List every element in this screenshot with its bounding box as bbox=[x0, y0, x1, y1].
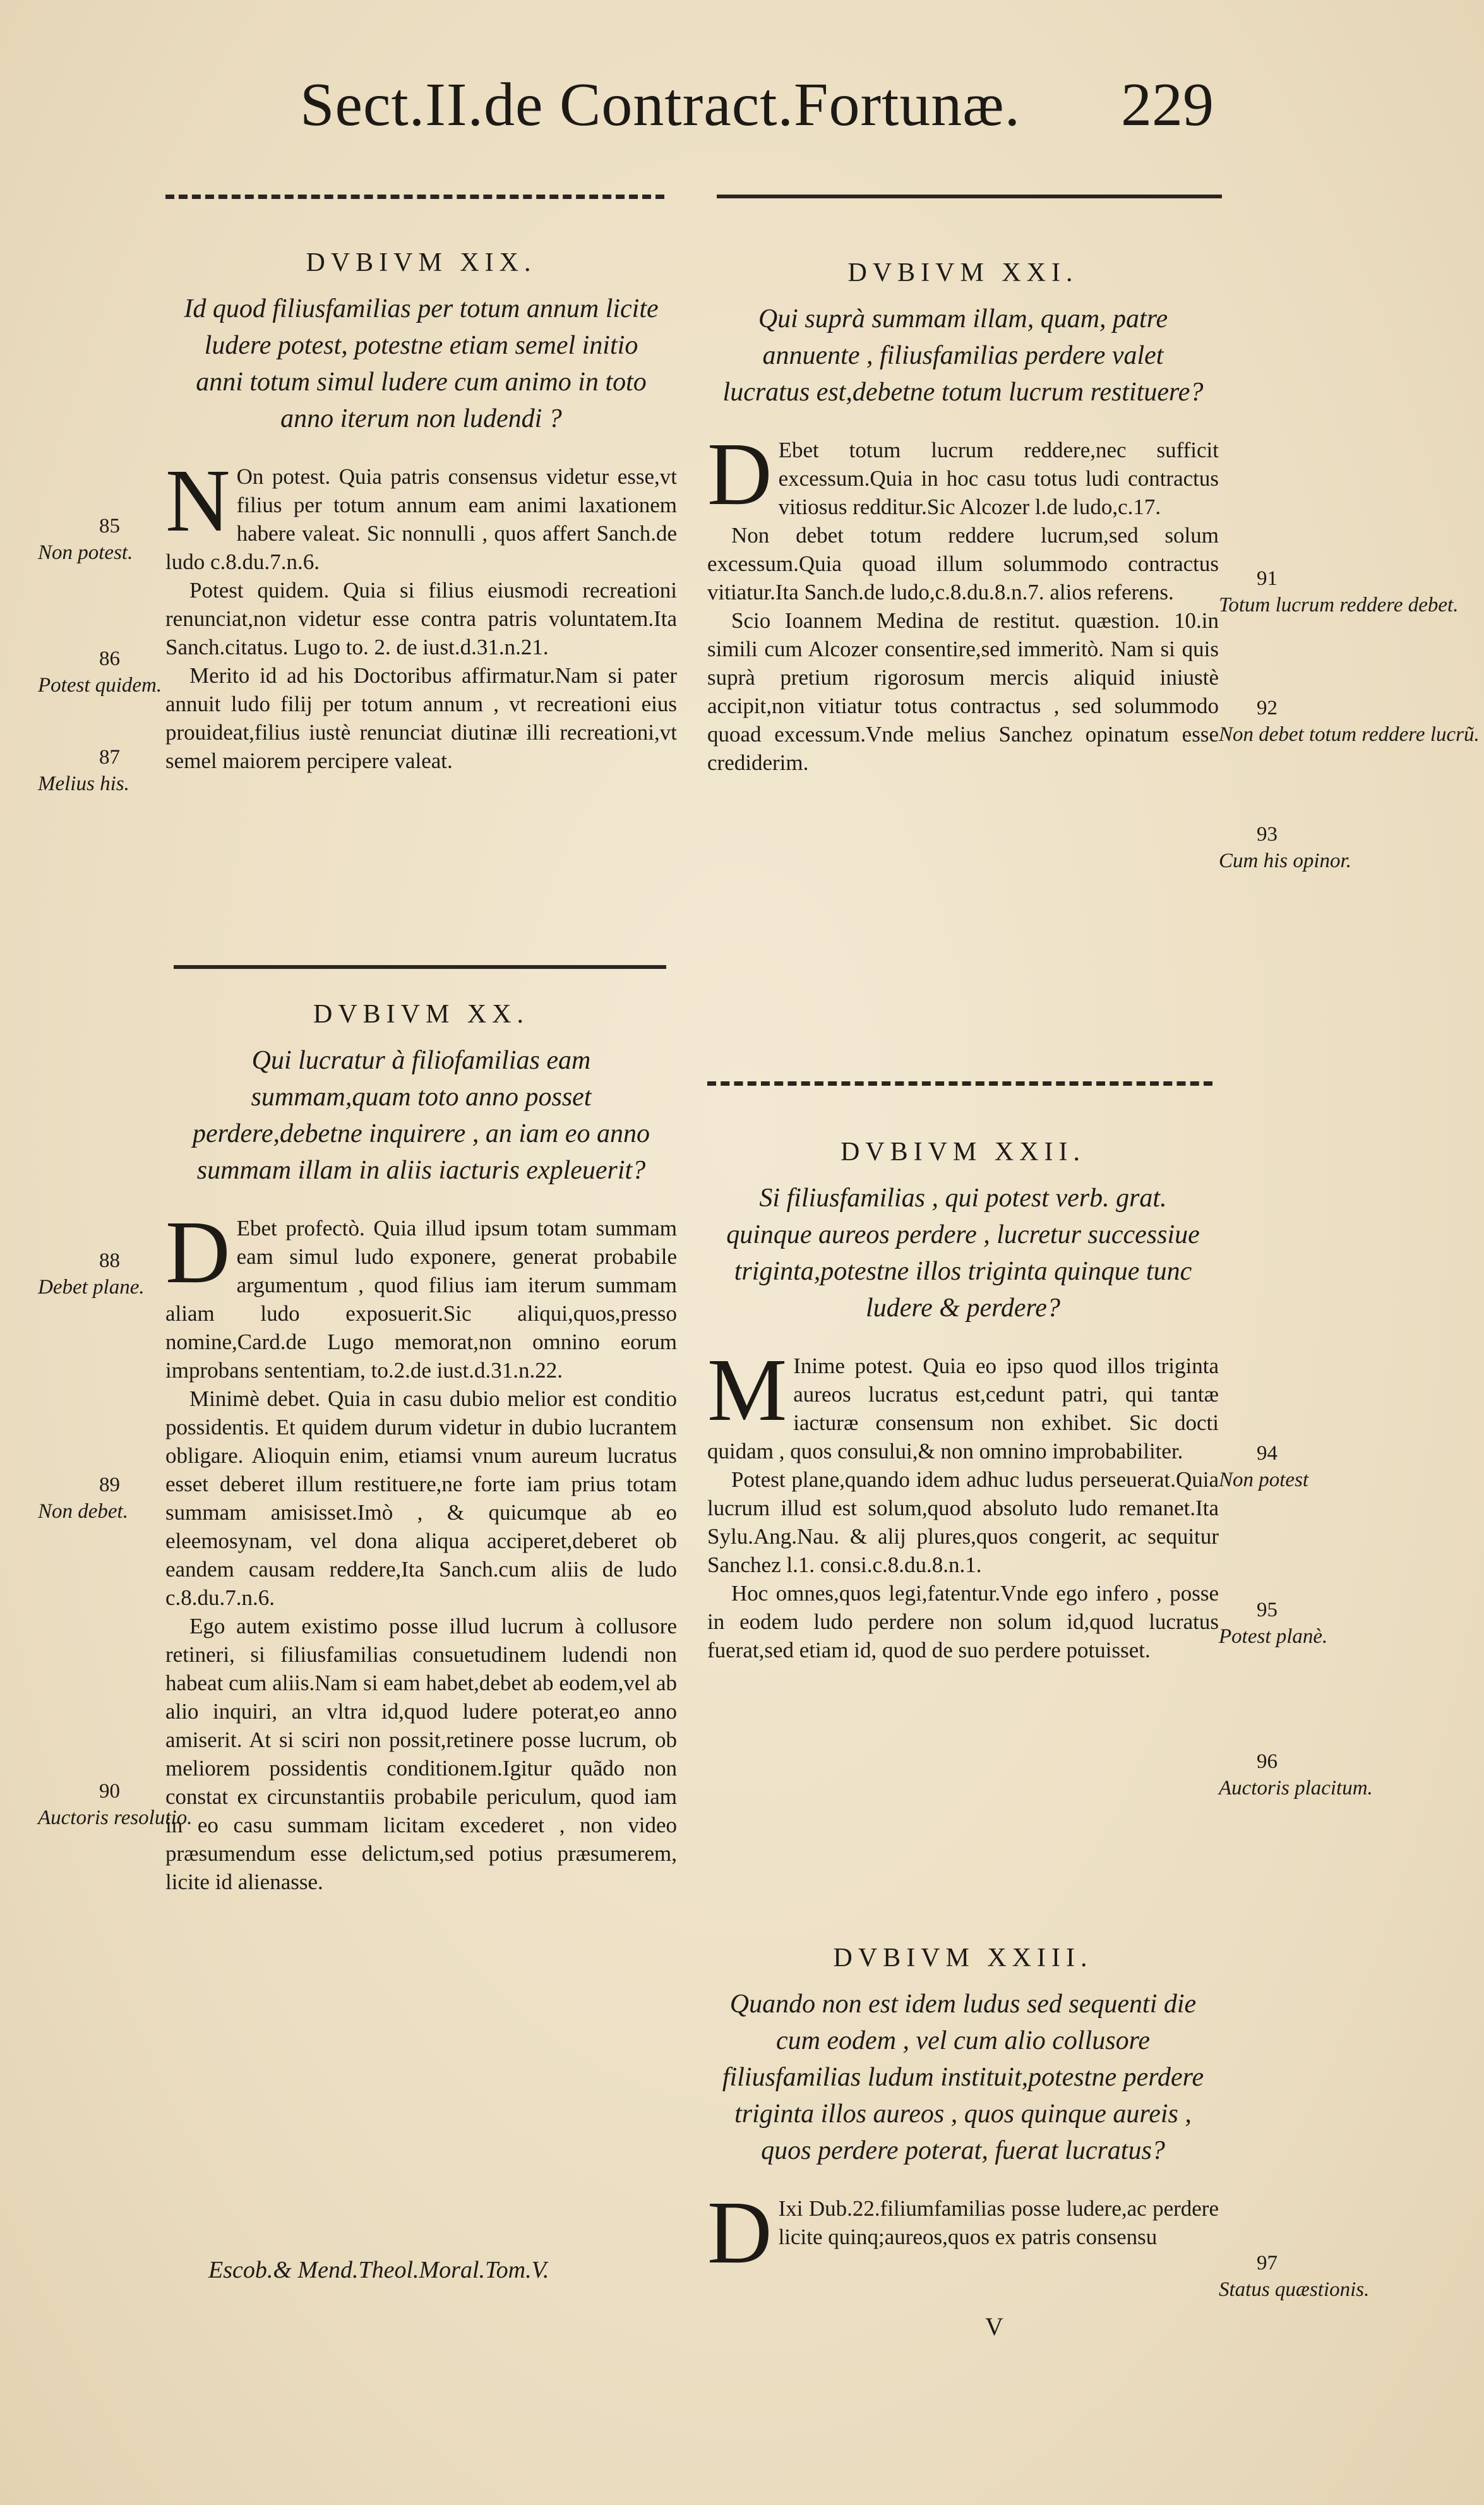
paragraph: Merito id ad his Doctoribus affirmatur.Nam si pater annuit ludo filij per totum annum , vt recreationi eius prouideat,filius iustè renunciat diutinæ illi recreationi,vt semel maiorem percipere valeat. bbox=[165, 663, 677, 773]
marginal-note bbox=[1219, 821, 1351, 874]
note-text: Auctoris placitum. bbox=[1219, 1777, 1373, 1799]
paragraph-text: On potest. Quia patris consensus videtur esse,vt filius per totum annum eam animi laxationem habere valeat. Sic nonnulli , quos affert Sanch.de ludo c.8.du.7.n.6. bbox=[165, 464, 677, 574]
paragraph: Non debet totum reddere lucrum,sed solum excessum.Quia quoad illum solummodo contractus vitiatur.Ita Sanch.de ludo,c.8.du.8.n.7. alios referens. bbox=[707, 523, 1219, 604]
marginal-note bbox=[1219, 695, 1480, 748]
signature-mark: V bbox=[985, 2312, 1003, 2341]
note-number: 86 bbox=[99, 647, 120, 670]
footer-catchword: Escob.& Mend.Theol.Moral.Tom.V. bbox=[208, 2257, 549, 2283]
note-text: Debet plane. bbox=[38, 1276, 145, 1299]
section-rule bbox=[174, 965, 666, 969]
note-text: Melius his. bbox=[38, 772, 129, 795]
note-text: Totum lucrum reddere debet. bbox=[1219, 594, 1459, 616]
note-number: 90 bbox=[99, 1780, 120, 1803]
paragraph-text: Ebet profectò. Quia illud ipsum totam summam eam simul ludo exponere, generat probabile argumentum , quod filius iam iterum summam aliam ludo exposuerit.Sic aliqui,quos,presso nomine,Card.de Lugo memorat,non omnino eorum improbans sententiam, to.2.de iust.d.31.n.22. bbox=[165, 1216, 677, 1383]
drop-cap: D bbox=[707, 424, 772, 524]
note-text: Non debet. bbox=[38, 1500, 128, 1523]
top-rule-left bbox=[165, 195, 664, 199]
dubium-22 bbox=[707, 1137, 1219, 1664]
marginal-note bbox=[38, 1247, 158, 1301]
note-number: 89 bbox=[99, 1474, 120, 1496]
paragraph bbox=[707, 2182, 1219, 2282]
note-number: 93 bbox=[1257, 823, 1278, 846]
dubium-20 bbox=[165, 999, 677, 1896]
paragraph: Potest quidem. Quia si filius eiusmodi recreationi renunciat,non videtur esse contra patris voluntatem.Ita Sanch.citatus. Lugo to. 2. de iust.d.31.n.21. bbox=[165, 578, 677, 659]
note-number: 97 bbox=[1257, 2252, 1278, 2274]
dubium-question: Id quod filiusfamilias per totum annum licite ludere potest, potestne etiam semel initio anni totum simul ludere cum animo in toto anno iterum non ludendi ? bbox=[184, 294, 659, 433]
dubium-question: Quando non est idem ludus sed sequenti die cum eodem , vel cum alio collusore filiusfamilias ludum instituit,potestne perdere triginta illos aureos , quos quinque aureis , quos perdere poterat, fuerat lucratus? bbox=[722, 1990, 1204, 2165]
page-number: 229 bbox=[1121, 71, 1214, 139]
dubium-title: DVBIVM XXII. bbox=[841, 1138, 1086, 1167]
marginal-note bbox=[1219, 2250, 1370, 2303]
paragraph-text: Ixi Dub.22.filiumfamilias posse ludere,ac perdere licite quinq;aureos,quos ex patris consensu bbox=[778, 2196, 1219, 2249]
dubium-21 bbox=[707, 258, 1219, 777]
marginal-note bbox=[1219, 1440, 1345, 1493]
paragraph: Hoc omnes,quos legi,fatentur.Vnde ego infero , posse in eodem ludo perdere non solum id,quod lucratus fuerat,sed etiam id, quod de suo perdere potuisset. bbox=[707, 1581, 1219, 1662]
paragraph: Potest plane,quando idem adhuc ludus perseuerat.Quia lucrum illud est solum,quod absoluto ludo remanet.Ita Sylu.Ang.Nau. & alij plures,quos congerit, ac sequitur Sanchez l.1. consi.c.8.du.8.n.1. bbox=[707, 1467, 1219, 1577]
note-text: Status quæstionis. bbox=[1219, 2278, 1370, 2301]
dubium-title: DVBIVM XXIII. bbox=[833, 1943, 1093, 1973]
note-number: 95 bbox=[1257, 1599, 1278, 1621]
marginal-note bbox=[1219, 565, 1459, 618]
dubium-title: DVBIVM XIX. bbox=[306, 248, 537, 277]
dubium-question: Qui lucratur à filiofamilias eam summam,quam toto anno posset perdere,debetne inquirere , an iam eo anno summam illam in aliis iacturis expleuerit? bbox=[193, 1046, 650, 1185]
marginal-note bbox=[1219, 1748, 1373, 1801]
note-text: Non potest. bbox=[38, 541, 133, 564]
marginal-note bbox=[38, 646, 162, 699]
note-number: 92 bbox=[1257, 697, 1278, 719]
paragraph: Minimè debet. Quia in casu dubio melior est conditio possidentis. Et quidem durum videtur in dubio lucrantem obligare. Alioquin enim, etiamsi vnum aureum lucratus esset deberet illum restituere,ne forte iam prius totam summam amisisset.Imò , & quicumque ab eo eleemosynam, vel dona aliqua acciperet,deberet ob eandem causam reddere,Ita Sanch.cum aliis de ludo c.8.du.7.n.6. bbox=[165, 1386, 677, 1610]
note-number: 88 bbox=[99, 1249, 120, 1272]
paragraph bbox=[707, 1340, 1219, 1465]
paragraph: Ego autem existimo posse illud lucrum à collusore retineri, si filiusfamilias consuetudinem ludendi non habeat cum aliis.Nam si eam habet,debet ab eodem,vel ab alio inquiri, an vltra id,quod ludere poterat,eo anno amiserit. At si sciri non possit,retinere posse lucrum, ob meliorem possidentis conditionem.Igitur quãdo non constat ex circunstantiis probabile periculum, quod iam in eo casu summam licitam excederet , non video præsumendum esse delictum,sed potius præsumerem, licite id alienasse. bbox=[165, 1614, 677, 1894]
section-rule bbox=[707, 1081, 1212, 1086]
note-text: Non debet totum reddere lucrũ. bbox=[1219, 723, 1480, 746]
drop-cap: D bbox=[165, 1202, 230, 1302]
note-number: 91 bbox=[1257, 567, 1278, 590]
running-title: Sect.II.de Contract.Fortunæ. bbox=[300, 71, 1021, 139]
marginal-note bbox=[1219, 1597, 1345, 1650]
dubium-title: DVBIVM XXI. bbox=[847, 258, 1079, 287]
note-text: Potest planè. bbox=[1219, 1625, 1328, 1648]
paragraph-text: Ebet totum lucrum reddere,nec sufficit excessum.Quia in hoc casu totus ludi contractus vitiosus redditur.Sic Alcozer l.de ludo,c.17. bbox=[778, 438, 1219, 519]
drop-cap: D bbox=[707, 2182, 772, 2282]
note-number: 96 bbox=[1257, 1750, 1278, 1773]
dubium-question: Si filiusfamilias , qui potest verb. grat. quinque aureos perdere , lucretur successiue triginta,potestne illos triginta quinque tunc ludere & perdere? bbox=[726, 1184, 1200, 1323]
paragraph bbox=[707, 424, 1219, 524]
dubium-question: Qui suprà summam illam, quam, patre annuente , filiusfamilias perdere valet lucratus est,debetne totum lucrum restituere? bbox=[722, 304, 1204, 407]
dubium-title: DVBIVM XX. bbox=[313, 1000, 529, 1029]
note-text: Potest quidem. bbox=[38, 674, 162, 697]
note-text: Cum his opinor. bbox=[1219, 850, 1351, 872]
dubium-19 bbox=[165, 248, 677, 775]
paragraph: Scio Ioannem Medina de restitut. quæstion. 10.in simili cum Alcozer consentire,sed immeritò. Nam si quis suprà pretium rigorosum mercis aliquid iniustè accipit,non vitiatur totus contractus , sed solummodo quoad excessum.Vnde melius Sanchez opinatum esse crediderim. bbox=[707, 608, 1219, 775]
paragraph-text: Inime potest. Quia eo ipso quod illos triginta aureos lucratus est,cedunt patri, qui tantæ iacturæ consensum non exhibet. Sic docti quidam , quos consului,& non omnino improbabiliter. bbox=[707, 1354, 1219, 1463]
marginal-note bbox=[38, 1472, 158, 1525]
note-text: Auctoris resolutio. bbox=[38, 1806, 193, 1829]
paragraph bbox=[165, 1202, 677, 1385]
paragraph bbox=[165, 450, 677, 576]
marginal-note bbox=[38, 513, 158, 566]
marginal-note bbox=[38, 744, 158, 797]
note-text: Non potest bbox=[1219, 1469, 1309, 1491]
drop-cap: M bbox=[707, 1340, 787, 1439]
note-number: 94 bbox=[1257, 1442, 1278, 1465]
drop-cap: N bbox=[165, 450, 230, 550]
note-number: 85 bbox=[99, 515, 120, 538]
dubium-23 bbox=[707, 1943, 1219, 2282]
top-rule-right bbox=[717, 195, 1222, 198]
marginal-note bbox=[38, 1778, 193, 1831]
note-number: 87 bbox=[99, 746, 120, 769]
